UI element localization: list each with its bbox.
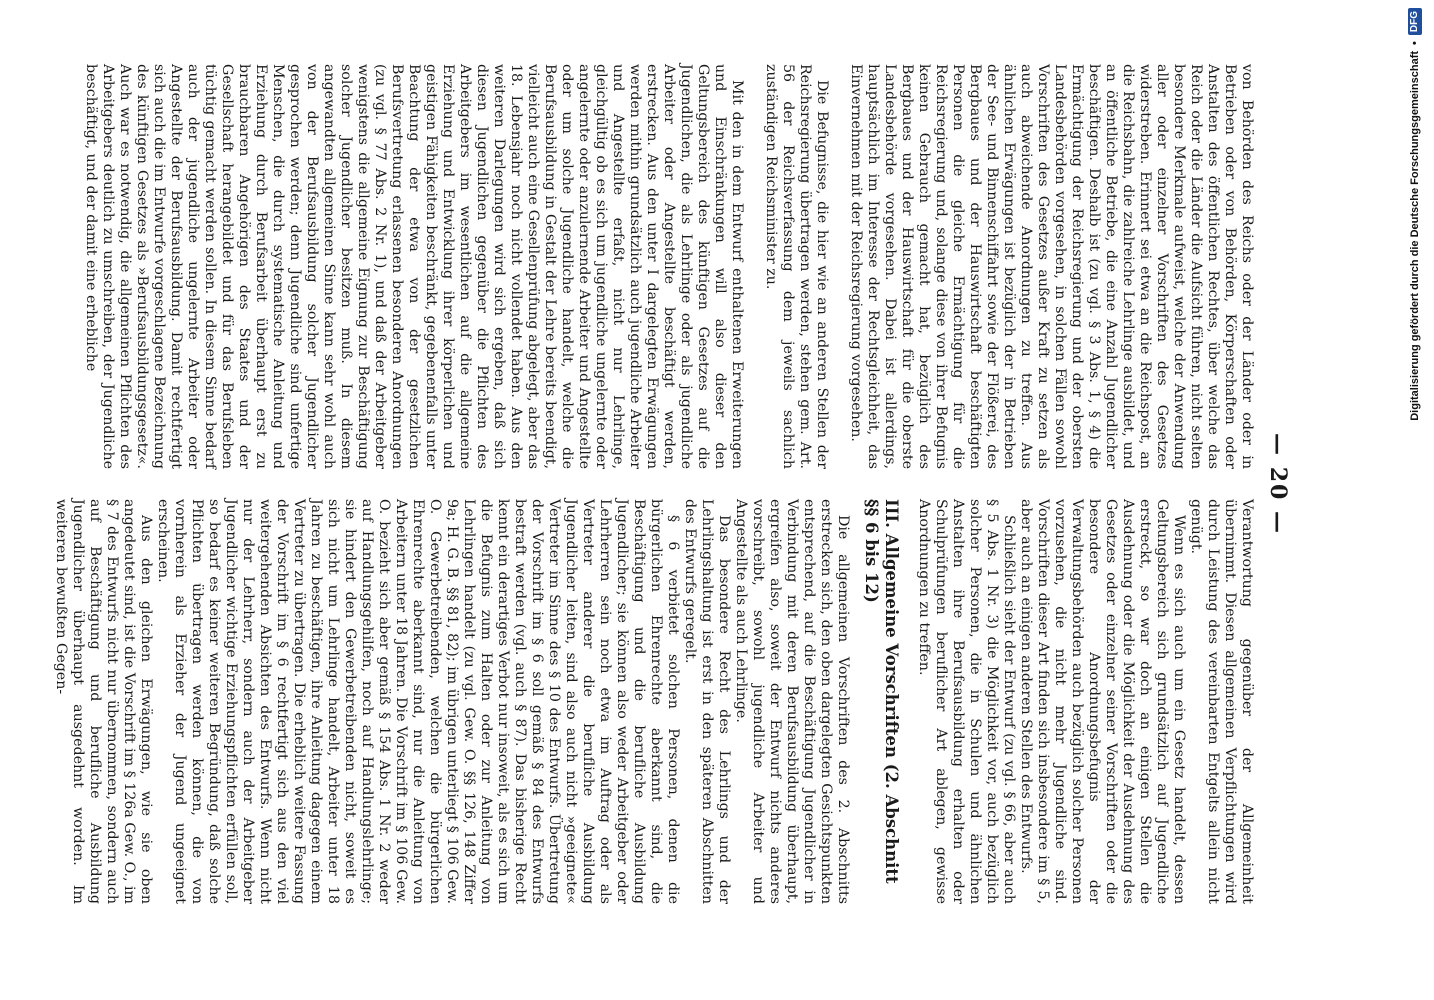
paragraph: von Behörden des Reichs oder der Länder oder in Betrieben oder von Behörden, Körperschaften oder Anstalten des öffentlichen Rechtes, über welche das Reich oder die Länder die Aufsicht führen, nicht selten besondere Merkmale aufweist, welche der Anwendung aller oder einzelner Vorschriften des Gesetzes widerstreben. Erinnert sei etwa an die Reichspost, an die Reichsbahn, die zahlreiche Lehrlinge ausbildet, und an öffentliche Betriebe, die eine Anzahl Jugendlicher beschäftigen. Deshalb ist (zu vgl. § 3 Abs. 1, § 4) die Ermächtigung der Reichsregierung und der obersten Landesbehörden vorgesehen, in solchen Fällen sowohl Vorschriften des Gesetzes außer Kraft zu setzen als auch abweichende Anordnungen zu treffen. Aus ähnlichen Erwägungen ist bezüglich der in Betrieben der See- und Binnenschiffahrt sowie der Flößerei, des Bergbaues und der Hauswirtschaft beschäftigten Personen die gleiche Ermächtigung für die Reichsregierung und, solange diese von ihrer Befugnis keinen Gebrauch gemacht hat, bezüglich des Bergbaues und der Hauswirtschaft für die oberste Landesbehörde vorgesehen. Dabei ist allerdings, hauptsächlich im Interesse der Rechtsgleichheit, das Einvernehmen mit der Reichsregierung vorgesehen. — [848, 64, 1255, 469]
page-number: — 20 — — [1265, 433, 1291, 535]
left-column — [85, 64, 1255, 469]
text-columns — [53, 64, 1255, 904]
digitization-credit: Digitalisierung gefördert durch die Deutsche Forschungsgemeinschaft • DFG — [1404, 8, 1426, 992]
paragraph: Die Befugnisse, die hier wie an anderen Stellen der Reichsregierung übertragen werden, stehen gem. Art. 56 der Reichsverfassung dem jeweils sachlich zuständigen Reichsminister zu. — [763, 64, 830, 469]
right-column-body — [52, 499, 851, 904]
section-heading: III. Allgemeine Vorschriften (2. Abschnitt §§ 6 bis 12) — [862, 499, 901, 884]
paragraph: Wenn es sich auch um ein Gesetz handelt, dessen Geltungsbereich sich grundsätzlich auf Jugendliche erstreckt, so war doch an einigen Stellen die Ausdehnung oder die Möglichkeit der Ausdehnung des Gesetzes oder einzelner seiner Vorschriften oder die besondere Anordnungsbefugnis der Verwaltungsbehörden auch bezüglich solcher Personen vorzusehen, die nicht mehr Jugendliche sind. Vorschriften dieser Art finden sich insbesondere im § 5, aber auch an einigen anderen Stellen des Entwurfs. — [1018, 499, 1187, 904]
paragraph: Die allgemeinen Vorschriften des 2. Abschnitts erstrecken sich, den oben dargelegten Gesichtspunkten entsprechend, auf die Beschäftigung Jugendlicher in Verbindung mit deren Berufsausbildung überhaupt, ergreifen also, soweit der Entwurf nichts anderes vorschreibt, sowohl jugendliche Arbeiter und Angestellte als auch Lehrlinge. — [733, 499, 851, 904]
right-column — [53, 499, 1255, 904]
paragraph: Verantwortung gegenüber der Allgemeinheit übernimmt. Diesen allgemeinen Verpflichtungen wird durch Leistung des vereinbarten Entgelts allein nicht genügt. — [1188, 499, 1255, 904]
paragraph: Aus den gleichen Erwägungen, wie sie oben angedeutet sind, ist die Vorschrift im § 126a Gew. O., im § 7 des Entwurfs nicht nur übernommen, sondern auch auf Beschäftigung und berufliche Ausbildung Jugendlicher überhaupt ausgedehnt worden. Im weiteren bewußten Gegen- — [53, 499, 154, 904]
paragraph: Mit den in dem Entwurf enthaltenen Erweiterungen und Einschränkungen will also dieser den Geltungsbereich des künftigen Gesetzes auf die Jugendlichen, die als Lehrlinge oder als jugendliche Arbeiter oder Angestellte beschäftigt werden, erstrecken. Aus den unter I dargelegten Erwägungen werden mithin grundsätzlich auch jugendliche Arbeiter und Angestellte erfaßt, nicht nur Lehrlinge, gleichgültig ob es sich um jugendliche ungelernte oder angelernte oder anzulernende Arbeiter und Angestellte oder um solche Jugendliche handelt, welche die Berufsausbildung in Gestalt der Lehre bereits beendigt, vielleicht auch eine Gesellenprüfung abgelegt, aber das 18. Lebensjahr noch nicht vollendet haben. Aus den weiteren Darlegungen wird sich ergeben, daß sich diesen Jugendlichen gegenüber die Pflichten des Arbeitgebers im wesentlichen auf die allgemeine Erziehung und Entwicklung ihrer körperlichen und geistigen Fähigkeiten beschränkt, gegebenenfalls unter Beachtung der etwa von der gesetzlichen Berufsvertretung erlassenen besonderen Anordnungen (zu vgl. § 77 Abs. 2 Nr. 1), und daß der Arbeitgeber wenigstens die allgemeine Eignung zur Beschäftigung solcher Jugendlicher besitzen muß. In diesem angewandten allgemeinen Sinne kann sehr wohl auch von der Berufsausbildung solcher Jugendlicher gesprochen werden; denn Jugendliche sind unfertige Menschen, die durch systematische Anleitung und Erziehung durch Berufsarbeit überhaupt erst zu brauchbaren Angehörigen des Staates und der Gesellschaft herangebildet und für das Berufsleben tüchtig gemacht werden sollen. In diesem Sinne bedarf auch der jugendliche ungelernte Arbeiter oder Angestellte der Berufsausbildung. Damit rechtfertigt sich auch die im Entwurfe vorgeschlagene Bezeichnung des künftigen Gesetzes als »Berufsausbildungsgesetz«. Auch war es notwendig, die allgemeinen Pflichten des Arbeitgebers deutlich zu umschreiben, der Jugendliche beschäftigt, und der damit eine erhebliche — [83, 64, 745, 469]
credit-text: Digitalisierung gefördert durch die Deutsche Forschungsgemeinschaft — [1409, 50, 1421, 421]
page-content — [53, 64, 1295, 904]
paragraph: Schließlich sieht der Entwurf (zu vgl. § 66, aber auch § 5 Abs. 1 Nr. 3) die Möglichkeit vor, auch bezüglich solcher Personen, die in Schulen und ähnlichen Anstalten ihre Berufsausbildung erhalten oder Schulprüfungen beruflicher Art ablegen, gewisse Anordnungen zu treffen. — [916, 499, 1017, 904]
paragraph: Das besondere Recht des Lehrlings und der Lehrlingshaltung ist erst in den späteren Abschnitten des Entwurfs geregelt. — [682, 499, 732, 904]
paragraph: § 6 verbietet solchen Personen, denen die bürgerlichen Ehrenrechte aberkannt sind, die Beschäftigung und die berufliche Ausbildung Jugendlicher; sie können also weder Arbeitgeber oder Lehrherren sein noch etwa im Auftrag oder als Vertreter anderer die berufliche Ausbildung Jugendlicher leiten, sind also auch nicht »geeignete« Vertreter im Sinne des § 10 des Entwurfs. Übertretung der Vorschrift im § 6 soll gemäß § 84 des Entwurfs bestraft werden (vgl. auch § 87). Das bisherige Recht kennt ein derartiges Verbot nur insoweit, als es sich um die Befugnis zum Halten oder zur Anleitung von Lehrlingen handelt (zu vgl. Gew. O. §§ 126, 148 Ziffer 9a; H. G. B. §§ 81, 82); im übrigen unterliegt § 106 Gew. O. Gewerbetreibenden, welchen die bürgerlichen Ehrenrechte aberkannt sind, nur die Anleitung von Arbeitern unter 18 Jahren. Die Vorschrift im § 106 Gew. O. bezieht sich aber gemäß § 154 Abs. 1 Nr. 2 weder auf Handlungsgehilfen, noch auf Handlungslehrlinge; sie hindert den Gewerbetreibenden nicht, soweit es sich nicht um Lehrlinge handelt, Arbeiter unter 18 Jahren zu beschäftigen, ihre Anleitung dagegen einem Vertreter zu übertragen. Die erheblich weitere Fassung der Vorschrift im § 6 rechtfertigt sich aus den viel weitergehenden Absichten des Entwurfs. Wenn nicht nur der Lehrherr, sondern auch der Arbeitgeber Jugendlicher wichtige Erziehungspflichten erfüllen soll, so bedarf es keiner weiteren Begründung, daß solche Pflichten übertragen werden können, die von vornherein als Erzieher der Jugend ungeeignet erscheinen. — [155, 499, 681, 904]
right-column-intro — [915, 499, 1255, 904]
dfg-logo: DFG — [1408, 8, 1422, 35]
